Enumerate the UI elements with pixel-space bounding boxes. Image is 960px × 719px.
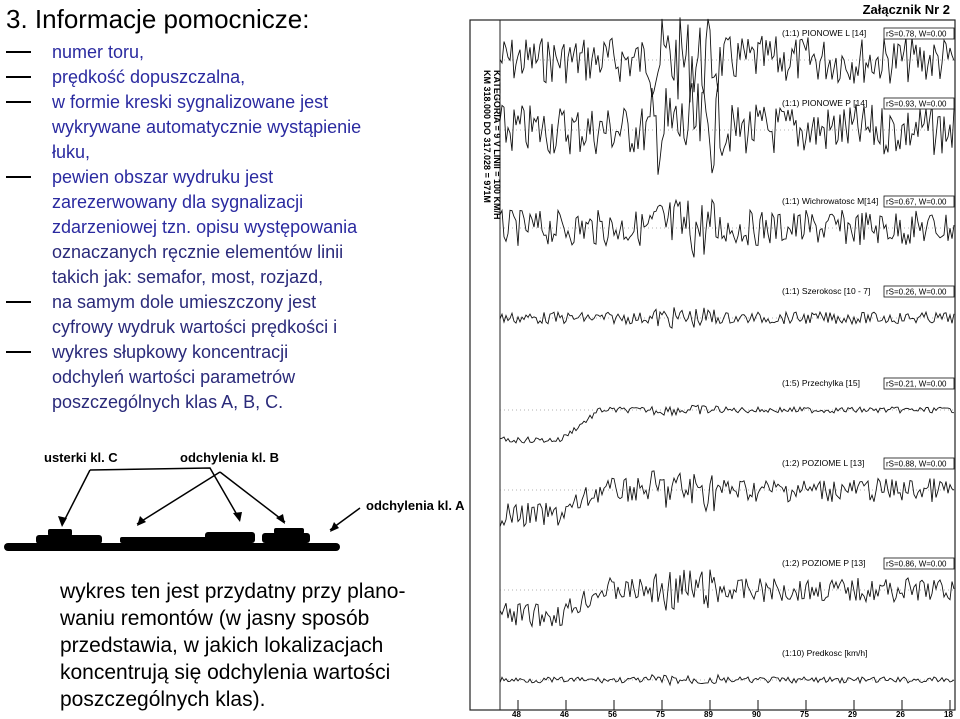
bottom-paragraph bbox=[60, 578, 405, 713]
trace-line bbox=[500, 570, 954, 627]
speed-tick-label: 56 bbox=[608, 710, 617, 719]
bottom-line: wykres ten jest przydatny przy plano- bbox=[60, 580, 406, 603]
trace-label: (1:10) Predkosc [km/h] bbox=[782, 648, 868, 658]
trace-label: (1:2) POZIOME L [13] bbox=[782, 458, 865, 468]
bullet-text: oznaczanych ręcznie elementów linii bbox=[52, 242, 344, 262]
bottom-line: poszczególnych klas). bbox=[60, 688, 266, 711]
trace-label: (1:1) PIONOWE L [14] bbox=[782, 28, 867, 38]
speed-tick-label: 89 bbox=[704, 710, 713, 719]
bottom-line: przedstawia, w jakich lokalizacjach bbox=[60, 634, 384, 657]
speed-tick-label: 18 bbox=[944, 710, 953, 719]
label-class-b: odchylenia kl. B bbox=[180, 450, 279, 465]
speed-tick-label: 75 bbox=[800, 710, 809, 719]
trace-value: rS=0.78, W=0.00 bbox=[886, 29, 947, 39]
speed-tick-label: 29 bbox=[848, 710, 857, 719]
speed-tick-label: 90 bbox=[752, 710, 761, 719]
trace-value: rS=0.86, W=0.00 bbox=[886, 559, 947, 569]
trace-label: (1:1) Wichrowatosc M[14] bbox=[782, 196, 879, 206]
trace-label: (1:1) Szerokosc [10 - 7] bbox=[782, 286, 871, 296]
bullet-text: łuku, bbox=[52, 142, 91, 162]
bullet-text: zdarzeniowej tzn. opisu występowania bbox=[52, 217, 358, 237]
concentration-bars bbox=[4, 528, 340, 551]
speed-tick-label: 46 bbox=[560, 710, 569, 719]
trace-line bbox=[500, 197, 954, 258]
attachment-label: Załącznik Nr 2 bbox=[862, 2, 950, 17]
bullet-text: wykres słupkowy koncentracji bbox=[52, 342, 289, 362]
track-chart bbox=[470, 17, 955, 719]
trace-value: rS=0.26, W=0.00 bbox=[886, 287, 947, 297]
slide-title: 3. Informacje pomocnicze: bbox=[6, 4, 310, 34]
speed-tick-label: 48 bbox=[512, 710, 521, 719]
trace-line bbox=[500, 83, 954, 175]
label-class-c: usterki kl. C bbox=[44, 450, 118, 465]
trace-value: rS=0.67, W=0.00 bbox=[886, 197, 947, 207]
bullet-text: takich jak: semafor, most, rozjazd, bbox=[52, 267, 324, 287]
label-class-a: odchylenia kl. A bbox=[366, 498, 465, 513]
side-label-category: KATEGORIA = 9 V LINII = 100 KM/H bbox=[492, 70, 502, 220]
bullet-text: numer toru, bbox=[52, 42, 145, 62]
trace-value: rS=0.88, W=0.00 bbox=[886, 459, 947, 469]
side-label-km: KM 318.000 DO 317.028 = 971M bbox=[482, 70, 492, 203]
trace-value: rS=0.93, W=0.00 bbox=[886, 99, 947, 109]
bottom-line: waniu remontów (w jasny sposób bbox=[60, 607, 370, 630]
bullet-text: cyfrowy wydruk wartości prędkości i bbox=[52, 317, 338, 337]
bullet-text: prędkość dopuszczalna, bbox=[52, 67, 246, 87]
trace-value: rS=0.21, W=0.00 bbox=[886, 379, 947, 389]
speed-tick-label: 75 bbox=[656, 710, 665, 719]
trace-line bbox=[500, 405, 954, 443]
class-arrows bbox=[62, 468, 360, 530]
bullet-text: odchyleń wartości parametrów bbox=[52, 367, 296, 387]
bullet-text: wykrywane automatycznie wystąpienie bbox=[52, 117, 362, 137]
trace-line bbox=[500, 471, 954, 527]
bullet-text: poszczególnych klas A, B, C. bbox=[52, 392, 284, 412]
trace-label: (1:5) Przechylka [15] bbox=[782, 378, 860, 388]
bullet-text: zarezerwowany dla sygnalizacji bbox=[52, 192, 304, 212]
bullet-text: w formie kreski sygnalizowane jest bbox=[52, 92, 329, 112]
trace-label: (1:1) PIONOWE P [14] bbox=[782, 98, 868, 108]
bullet-text: na samym dole umieszczony jest bbox=[52, 292, 317, 312]
bullet-text: pewien obszar wydruku jest bbox=[52, 167, 274, 187]
speed-tick-label: 26 bbox=[896, 710, 905, 719]
trace-label: (1:2) POZIOME P [13] bbox=[782, 558, 866, 568]
bottom-line: koncentrują się odchylenia wartości bbox=[60, 661, 391, 684]
